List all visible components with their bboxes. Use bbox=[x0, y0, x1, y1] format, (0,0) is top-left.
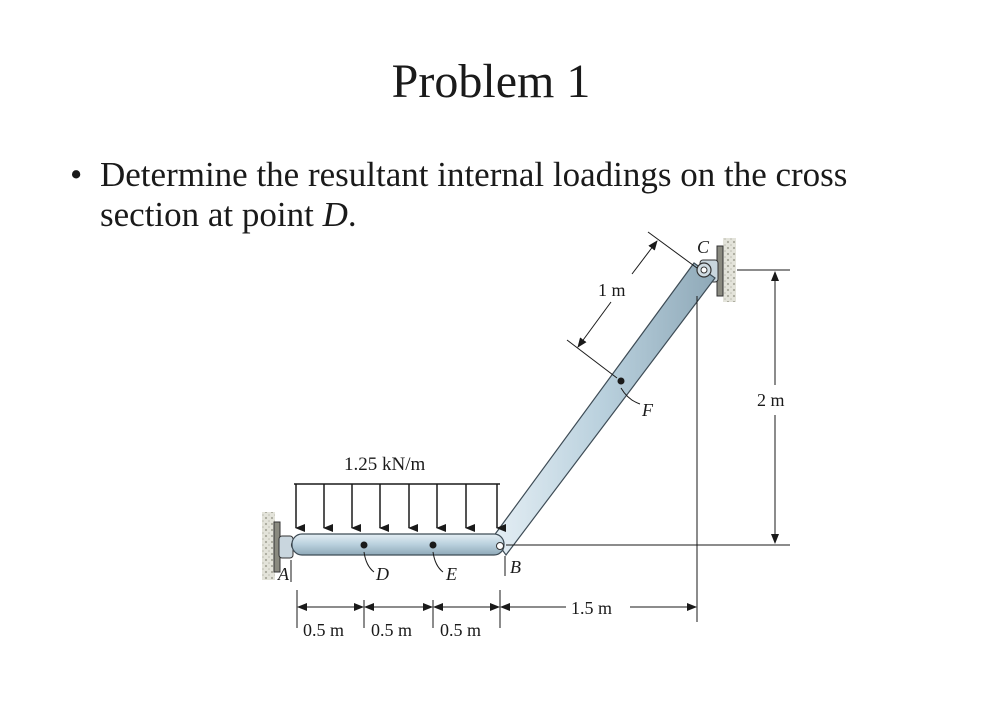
point-f-dot bbox=[618, 378, 625, 385]
point-a-label: A bbox=[278, 564, 289, 584]
point-f-label: F bbox=[642, 400, 653, 420]
dim-segment-2: 0.5 m bbox=[371, 620, 413, 640]
bullet-dot: • bbox=[70, 155, 83, 194]
problem-text-main: Determine the resultant internal loadings on the cross section at point bbox=[100, 155, 848, 234]
problem-text-end: . bbox=[347, 195, 357, 234]
dim-segment-3: 0.5 m bbox=[440, 620, 482, 640]
point-c-label: C bbox=[697, 237, 710, 257]
dim-segment-1: 0.5 m bbox=[303, 620, 345, 640]
dim-vertical: 2 m bbox=[757, 390, 785, 410]
point-e-dot bbox=[430, 542, 437, 549]
horizontal-beam-ab bbox=[292, 534, 504, 555]
inclined-member-bc bbox=[493, 263, 715, 555]
point-e-label: E bbox=[446, 564, 457, 584]
dim-inclined-line-top bbox=[632, 241, 657, 274]
pin-b bbox=[497, 543, 504, 550]
distributed-load bbox=[294, 484, 500, 528]
point-b-label: B bbox=[510, 557, 521, 577]
problem-point-label: D bbox=[322, 195, 348, 234]
pin-c-inner bbox=[701, 267, 707, 273]
point-d-label: D bbox=[376, 564, 389, 584]
dim-horizontal: 1.5 m bbox=[571, 598, 613, 618]
load-label: 1.25 kN/m bbox=[344, 454, 426, 475]
dim-inclined-line-bottom bbox=[578, 302, 611, 347]
point-d-dot bbox=[361, 542, 368, 549]
dim-inclined: 1 m bbox=[598, 280, 626, 300]
dim-inclined-ext-bottom bbox=[567, 340, 617, 378]
dim-inclined-ext-top bbox=[648, 232, 697, 268]
page-title: Problem 1 bbox=[391, 55, 591, 108]
